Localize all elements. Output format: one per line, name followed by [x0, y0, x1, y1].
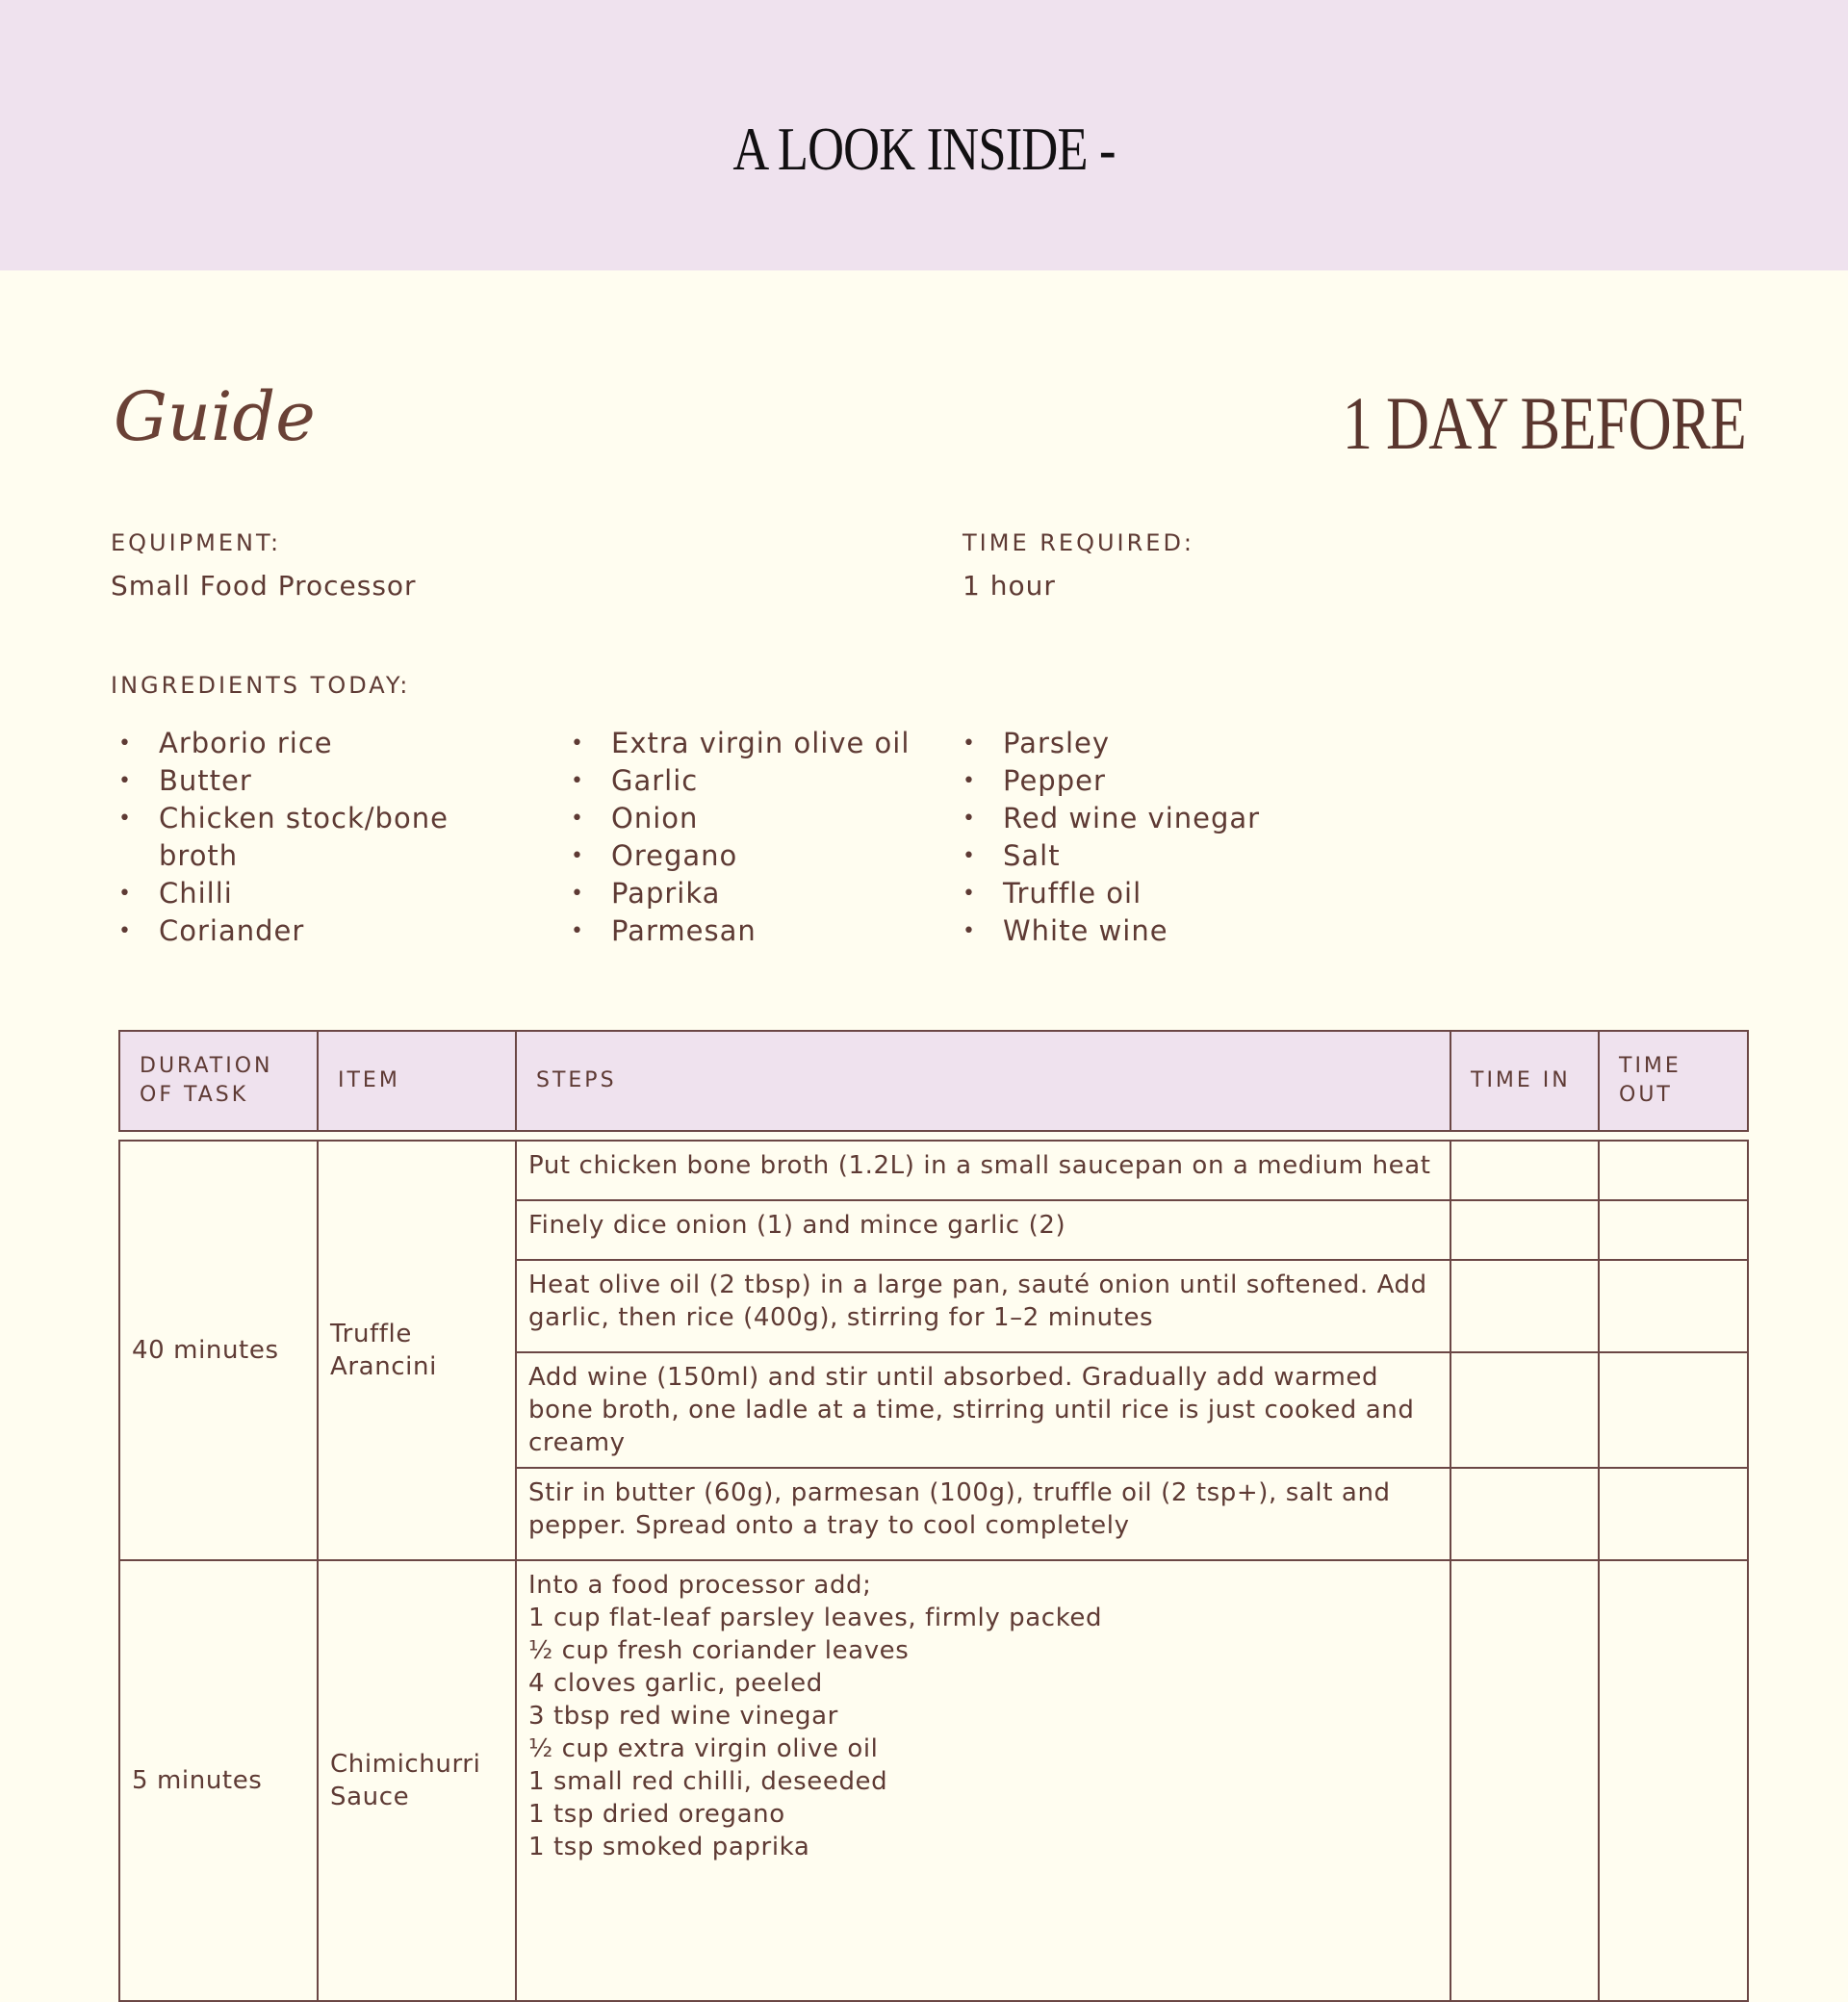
task-item: Chimichurri Sauce [318, 1560, 516, 2001]
time-out-cell[interactable] [1599, 1352, 1748, 1468]
day-heading: 1 DAY BEFORE [1342, 381, 1746, 465]
ingredient-item: • Truffle oil [955, 875, 1359, 912]
time-in-cell[interactable] [1450, 1200, 1599, 1260]
header-row [119, 1031, 1748, 1131]
ingredient-item: • Butter [111, 762, 496, 800]
header-banner [0, 0, 1848, 270]
task-step: Into a food processor add; 1 cup flat-leaf parsley leaves, firmly packed ½ cup fresh coriander leaves 4 cloves garlic, peeled 3 tbsp red wine vinegar ½ cup extra virgin olive oil 1 small red chilli, deseeded 1 tsp dried oregano 1 tsp smoked paprika [516, 1560, 1450, 2001]
schedule-header [118, 1030, 1749, 1132]
header-time-out: TIME OUT [1599, 1031, 1748, 1131]
time-out-cell[interactable] [1599, 1141, 1748, 1200]
table-row [119, 1141, 1748, 1200]
task-step: Finely dice onion (1) and mince garlic (2) [516, 1200, 1450, 1260]
header-duration: DURATION OF TASK [119, 1031, 318, 1131]
time-in-cell[interactable] [1450, 1560, 1599, 2001]
time-required-value: 1 hour [962, 570, 1056, 602]
header-steps: STEPS [516, 1031, 1450, 1131]
ingredient-item: • Parsley [955, 725, 1359, 762]
ingredients-column-3 [955, 725, 1359, 950]
task-step: Add wine (150ml) and stir until absorbed. Gradually add warmed bone broth, one ladle at a time, stirring until rice is just cooked and creamy [516, 1352, 1450, 1468]
task-step: Put chicken bone broth (1.2L) in a small saucepan on a medium heat [516, 1141, 1450, 1200]
ingredient-item: • Extra virgin olive oil [563, 725, 967, 762]
ingredient-item: • Garlic [563, 762, 967, 800]
ingredients-label: INGREDIENTS TODAY: [111, 672, 411, 699]
time-out-cell[interactable] [1599, 1260, 1748, 1352]
ingredient-item: • Chilli [111, 875, 496, 912]
task-duration: 40 minutes [119, 1141, 318, 1560]
task-duration: 5 minutes [119, 1560, 318, 2001]
ingredient-item: • Coriander [111, 912, 496, 950]
task-step: Heat olive oil (2 tbsp) in a large pan, sauté onion until softened. Add garlic, then rice (400g), stirring for 1–2 minutes [516, 1260, 1450, 1352]
time-out-cell[interactable] [1599, 1560, 1748, 2001]
ingredient-item: • Pepper [955, 762, 1359, 800]
time-in-cell[interactable] [1450, 1352, 1599, 1468]
time-in-cell[interactable] [1450, 1141, 1599, 1200]
ingredients-column-2 [563, 725, 967, 950]
ingredient-item: • Red wine vinegar [955, 800, 1359, 837]
ingredients-column-1 [111, 725, 496, 950]
ingredient-item: • White wine [955, 912, 1359, 950]
header-time-in: TIME IN [1450, 1031, 1599, 1131]
equipment-label: EQUIPMENT: [111, 529, 282, 556]
ingredient-item: • Arborio rice [111, 725, 496, 762]
time-out-cell[interactable] [1599, 1200, 1748, 1260]
ingredient-item: • Onion [563, 800, 967, 837]
time-out-cell[interactable] [1599, 1468, 1748, 1560]
ingredient-item: • Paprika [563, 875, 967, 912]
schedule-table [118, 1140, 1749, 2002]
ingredient-item: • Chicken stock/bone broth [111, 800, 496, 875]
banner-title: A LOOK INSIDE - [732, 115, 1116, 183]
task-step: Stir in butter (60g), parmesan (100g), truffle oil (2 tsp+), salt and pepper. Spread onto a tray to cool completely [516, 1468, 1450, 1560]
task-item: Truffle Arancini [318, 1141, 516, 1560]
time-in-cell[interactable] [1450, 1260, 1599, 1352]
guide-title: Guide [114, 377, 316, 456]
ingredient-item: • Parmesan [563, 912, 967, 950]
ingredient-item: • Oregano [563, 837, 967, 875]
ingredient-item: • Salt [955, 837, 1359, 875]
equipment-value: Small Food Processor [111, 570, 417, 602]
time-in-cell[interactable] [1450, 1468, 1599, 1560]
time-required-label: TIME REQUIRED: [962, 529, 1195, 556]
table-row [119, 1560, 1748, 2001]
header-item: ITEM [318, 1031, 516, 1131]
